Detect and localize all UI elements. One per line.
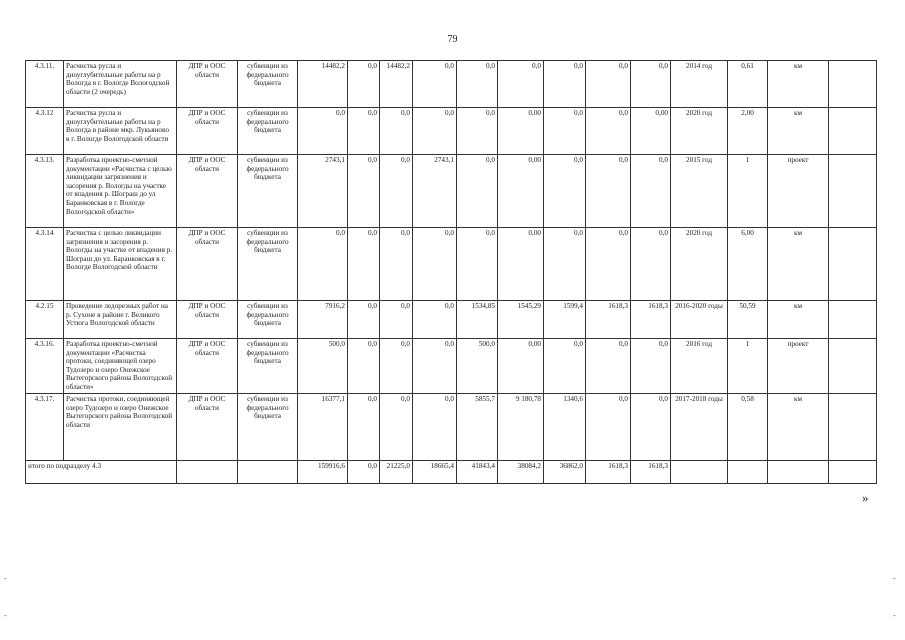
margin-dash: - — [893, 574, 896, 583]
row-quantity: 0,61 — [728, 61, 768, 108]
margin-dash: - — [4, 611, 7, 620]
row-value: 0,0 — [586, 155, 631, 228]
row-source: субвенции из федерального бюджета — [238, 108, 298, 155]
row-empty — [829, 228, 877, 301]
row-name: Расчистка русла и дноуглубительные работы на р Вологда в г. Вологде Вологодской области (2 очередь) — [64, 61, 177, 108]
row-value: 0,0 — [348, 61, 380, 108]
table-row — [26, 155, 877, 228]
margin-dash: - — [4, 574, 7, 583]
row-value: 14482,2 — [298, 61, 348, 108]
table-row — [26, 61, 877, 108]
row-unit: км — [768, 301, 829, 339]
row-source: субвенции из федерального бюджета — [238, 61, 298, 108]
row-source: субвенции из федерального бюджета — [238, 228, 298, 301]
total-label: итого по подразделу 4.3 — [26, 461, 177, 484]
row-year: 2016 год — [671, 339, 728, 394]
row-empty — [829, 108, 877, 155]
row-value: 9 180,78 — [498, 394, 544, 461]
row-unit: км — [768, 228, 829, 301]
row-value: 16377,1 — [298, 394, 348, 461]
row-source: субвенции из федерального бюджета — [238, 339, 298, 394]
row-value: 0,0 — [413, 228, 457, 301]
row-name: Расчистка с целью ликвидации загрязнения и засорения р. Вологды на участке от впадения р. Шограш до ул. Баранковская в г. Вологде Вологодской области — [64, 228, 177, 301]
row-value: 500,0 — [298, 339, 348, 394]
row-year: 2017-2018 годы — [671, 394, 728, 461]
total-value: 159916,6 — [298, 461, 348, 484]
total-value: 41843,4 — [457, 461, 498, 484]
row-value: 0,0 — [380, 155, 413, 228]
total-value: 21225,0 — [380, 461, 413, 484]
row-empty — [829, 301, 877, 339]
total-value: 1618,3 — [586, 461, 631, 484]
row-value: 0,0 — [457, 228, 498, 301]
row-code: 4.3.12 — [26, 108, 64, 155]
total-empty — [238, 461, 298, 484]
row-value: 2743,1 — [298, 155, 348, 228]
row-value: 0,0 — [544, 228, 586, 301]
row-value: 1599,4 — [544, 301, 586, 339]
row-empty — [829, 394, 877, 461]
row-executor: ДПР и ООС области — [177, 339, 238, 394]
page-number: 79 — [447, 34, 458, 45]
row-quantity: 1 — [728, 339, 768, 394]
row-value: 0,0 — [380, 339, 413, 394]
row-value: 0,00 — [498, 108, 544, 155]
total-value: 1618,3 — [631, 461, 671, 484]
row-value: 0,0 — [544, 339, 586, 394]
row-value: 0,0 — [586, 108, 631, 155]
row-unit: проект — [768, 339, 829, 394]
row-value: 0,0 — [380, 301, 413, 339]
row-unit: км — [768, 394, 829, 461]
row-value: 0,0 — [348, 339, 380, 394]
row-value: 0,0 — [586, 339, 631, 394]
row-quantity: 6,00 — [728, 228, 768, 301]
row-value: 1534,85 — [457, 301, 498, 339]
total-empty — [671, 461, 728, 484]
row-empty — [829, 339, 877, 394]
row-source: субвенции из федерального бюджета — [238, 301, 298, 339]
row-value: 500,0 — [457, 339, 498, 394]
row-code: 4.3.11. — [26, 61, 64, 108]
row-year: 2015 год — [671, 155, 728, 228]
row-value: 1618,3 — [631, 301, 671, 339]
row-year: 2020 год — [671, 108, 728, 155]
row-value: 0,0 — [631, 339, 671, 394]
row-value: 0,0 — [586, 61, 631, 108]
total-empty — [728, 461, 768, 484]
row-executor: ДПР и ООС области — [177, 301, 238, 339]
row-value: 0,0 — [380, 394, 413, 461]
row-value: 0,0 — [457, 61, 498, 108]
row-value: 0,0 — [544, 108, 586, 155]
row-unit: км — [768, 61, 829, 108]
row-value: 0,0 — [348, 228, 380, 301]
row-unit: км — [768, 108, 829, 155]
row-value: 0,0 — [457, 108, 498, 155]
row-unit: проект — [768, 155, 829, 228]
row-source: субвенции из федерального бюджета — [238, 394, 298, 461]
row-value: 0,0 — [298, 228, 348, 301]
row-quantity: 0,58 — [728, 394, 768, 461]
row-value: 0,0 — [544, 61, 586, 108]
row-value: 0,0 — [380, 228, 413, 301]
row-source: субвенции из федерального бюджета — [238, 155, 298, 228]
row-value: 7916,2 — [298, 301, 348, 339]
total-empty — [829, 461, 877, 484]
row-name: Проведение ледорезных работ на р. Сухоне в районе г. Великого Устюга Вологодской области — [64, 301, 177, 339]
row-executor: ДПР и ООС области — [177, 155, 238, 228]
total-value: 36862,0 — [544, 461, 586, 484]
margin-dash: - — [893, 611, 896, 620]
row-value: 0,00 — [498, 339, 544, 394]
row-value: 0,0 — [498, 61, 544, 108]
row-value: 0,0 — [348, 108, 380, 155]
total-row — [26, 461, 877, 484]
row-value: 1618,3 — [586, 301, 631, 339]
row-value: 1545,29 — [498, 301, 544, 339]
row-value: 0,0 — [631, 228, 671, 301]
row-value: 0,00 — [498, 228, 544, 301]
table-row — [26, 394, 877, 461]
row-year: 2020 год — [671, 228, 728, 301]
row-value: 2743,1 — [413, 155, 457, 228]
row-value: 0,0 — [348, 394, 380, 461]
row-executor: ДПР и ООС области — [177, 61, 238, 108]
row-executor: ДПР и ООС области — [177, 228, 238, 301]
row-name: Расчистка русла и дноуглубительные работы на р Вологда в районе мкр. Лукьяново в г. Вологде Вологодской области — [64, 108, 177, 155]
row-value: 0,0 — [631, 155, 671, 228]
continuation-mark: » — [862, 490, 869, 505]
row-quantity: 50,59 — [728, 301, 768, 339]
row-code: 4.3.13. — [26, 155, 64, 228]
row-value: 0,0 — [413, 394, 457, 461]
table-row — [26, 228, 877, 301]
row-name: Расчистка протоки, соединяющей озеро Тудозеро и озеро Онежское Вытегорского района Вологодской области — [64, 394, 177, 461]
row-value: 1340,6 — [544, 394, 586, 461]
table-row — [26, 339, 877, 394]
row-value: 0,0 — [631, 394, 671, 461]
total-value: 0,0 — [348, 461, 380, 484]
budget-table — [25, 60, 877, 484]
row-name: Разработка проектно-сметной документации «Расчистка протоки, соединяющей озеро Тудозеро и озеро Онежское Вытегорского района Вологодской области» — [64, 339, 177, 394]
row-empty — [829, 155, 877, 228]
total-value: 38084,2 — [498, 461, 544, 484]
row-year: 2014 год — [671, 61, 728, 108]
row-value: 0,0 — [298, 108, 348, 155]
row-value: 0,0 — [380, 108, 413, 155]
row-quantity: 1 — [728, 155, 768, 228]
row-value: 0,0 — [413, 339, 457, 394]
row-value: 0,0 — [413, 108, 457, 155]
table-row — [26, 108, 877, 155]
row-value: 0,0 — [413, 301, 457, 339]
row-value: 14482,2 — [380, 61, 413, 108]
row-value: 5855,7 — [457, 394, 498, 461]
table-row — [26, 301, 877, 339]
row-name: Разработка проектно-сметной документации «Расчистка с целью ликвидации загрязнения и засорения р. Вологды на участке от впадения р. Шограш до ул Баранковская в г. Вологде Вологодской области» — [64, 155, 177, 228]
row-value: 0,0 — [586, 394, 631, 461]
row-empty — [829, 61, 877, 108]
total-empty — [768, 461, 829, 484]
row-value: 0,0 — [544, 155, 586, 228]
row-code: 4.3.14 — [26, 228, 64, 301]
row-value: 0,00 — [631, 108, 671, 155]
row-code: 4.3.16. — [26, 339, 64, 394]
row-executor: ДПР и ООС области — [177, 108, 238, 155]
row-value: 0,0 — [631, 61, 671, 108]
total-empty — [177, 461, 238, 484]
row-quantity: 2,00 — [728, 108, 768, 155]
row-executor: ДПР и ООС области — [177, 394, 238, 461]
total-value: 18665,4 — [413, 461, 457, 484]
row-value: 0,0 — [586, 228, 631, 301]
row-value: 0,0 — [457, 155, 498, 228]
row-value: 0,00 — [498, 155, 544, 228]
row-value: 0,0 — [348, 155, 380, 228]
row-year: 2016-2020 годы — [671, 301, 728, 339]
row-code: 4.3.17. — [26, 394, 64, 461]
row-value: 0,0 — [348, 301, 380, 339]
row-value: 0,0 — [413, 61, 457, 108]
row-code: 4.2.15 — [26, 301, 64, 339]
